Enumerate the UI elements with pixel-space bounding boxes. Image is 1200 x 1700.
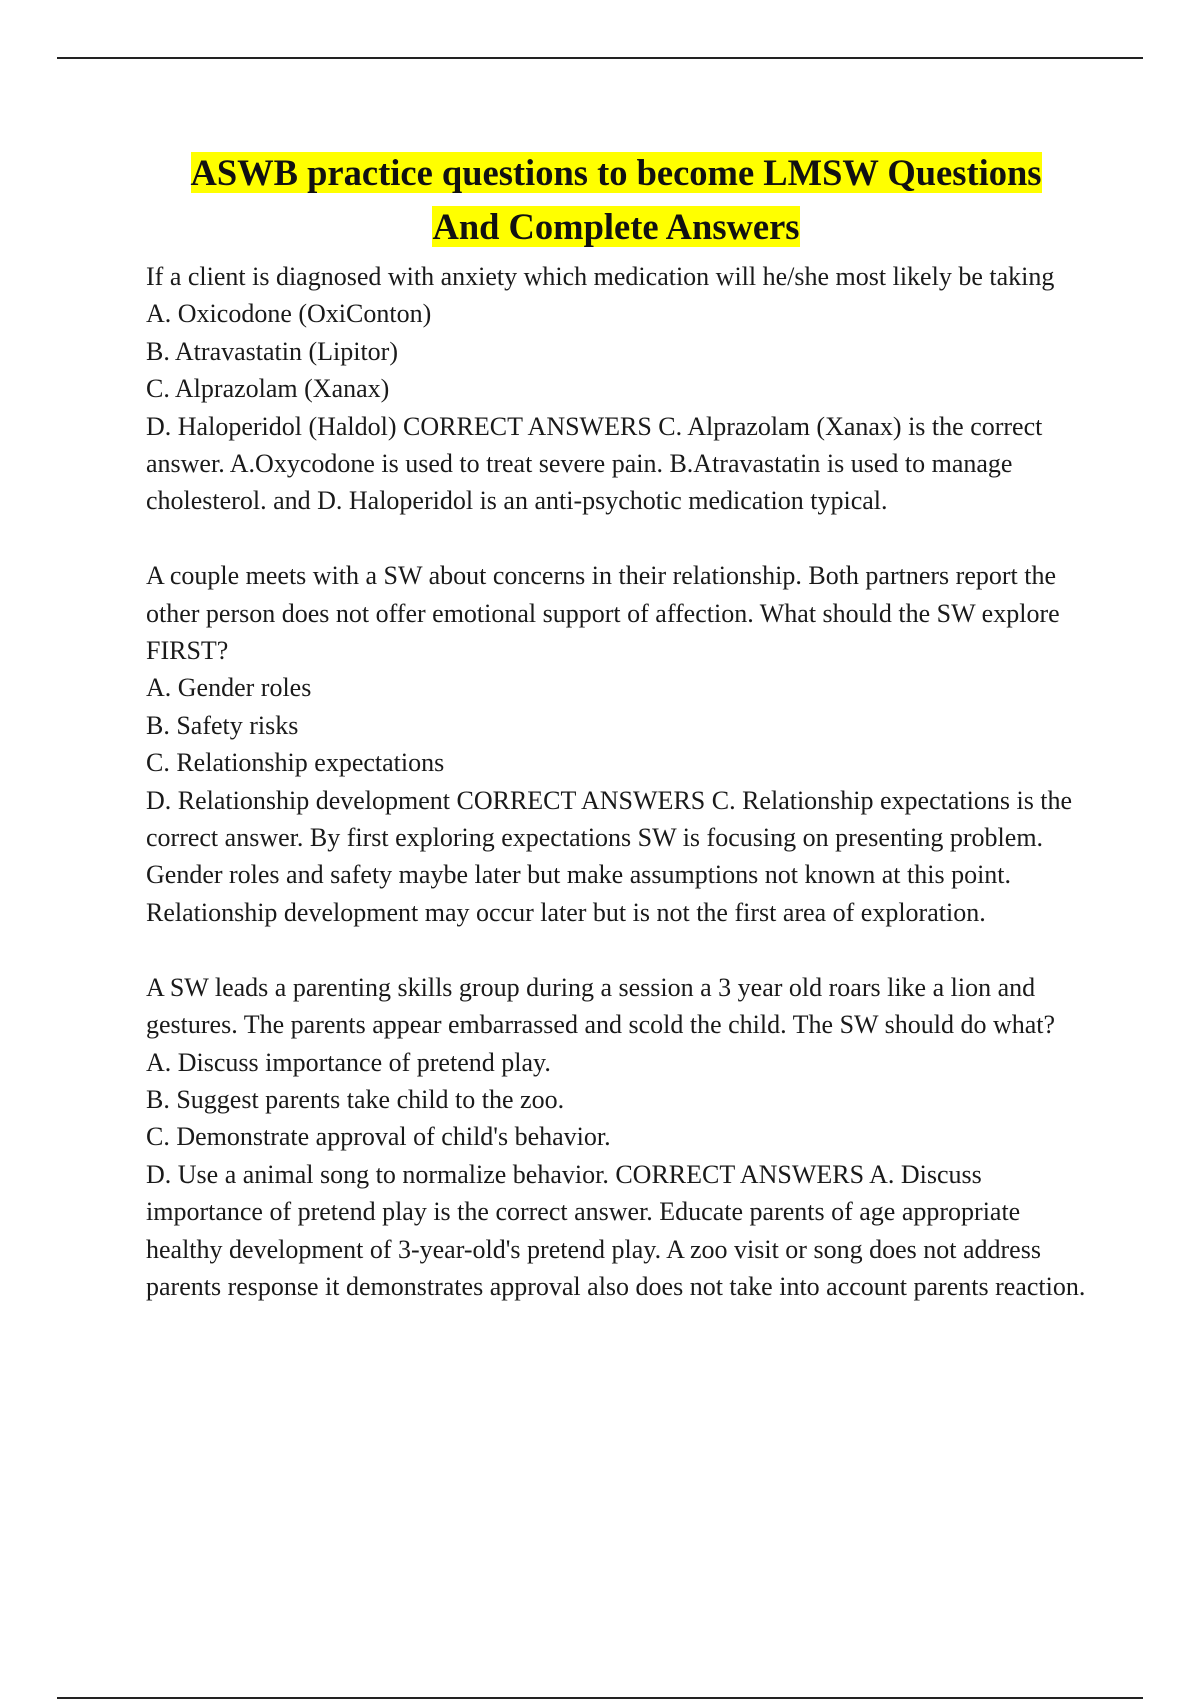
question-block-2 [146, 557, 1086, 931]
question-text: A couple meets with a SW about concerns in their relationship. Both partners report the other person does not offer emotional support of affection. What should the SW explore FIRST? [146, 561, 1060, 666]
document-title [146, 146, 1086, 254]
top-rule [57, 57, 1143, 59]
option-b: B. Suggest parents take child to the zoo. [146, 1084, 565, 1114]
document-body [146, 146, 1086, 1305]
option-a: A. Oxicodone (OxiConton) [146, 299, 432, 329]
option-a: A. Discuss importance of pretend play. [146, 1047, 551, 1077]
bottom-rule [57, 1697, 1143, 1699]
option-b: B. Atravastatin (Lipitor) [146, 336, 399, 366]
title-line-2: And Complete Answers [432, 206, 800, 247]
option-c: C. Relationship expectations [146, 748, 445, 778]
option-c: C. Demonstrate approval of child's behavior. [146, 1122, 611, 1152]
option-b: B. Safety risks [146, 710, 299, 740]
option-d-with-answer: D. Relationship development CORRECT ANSWERS C. Relationship expectations is the correct answer. By first exploring expectations SW is focusing on presenting problem. Gender roles and safety maybe later but make assumptions not known at this point. Relationship development may occur later but is not the first area of exploration. [146, 785, 1073, 927]
option-d-with-answer: D. Haloperidol (Haldol) CORRECT ANSWERS C. Alprazolam (Xanax) is the correct answer. A.Oxycodone is used to treat severe pain. B.Atravastatin is used to manage cholesterol. and D. Haloperidol is an anti-psychotic medication typical. [146, 411, 1043, 516]
option-c: C. Alprazolam (Xanax) [146, 374, 390, 404]
question-block-1 [146, 258, 1086, 520]
question-block-3 [146, 969, 1086, 1306]
option-d-with-answer: D. Use a animal song to normalize behavior. CORRECT ANSWERS A. Discuss importance of pretend play is the correct answer. Educate parents of age appropriate healthy development of 3-year-old's pretend play. A zoo visit or song does not address parents response it demonstrates approval also does not take into account parents reaction. [146, 1159, 1086, 1301]
option-a: A. Gender roles [146, 673, 312, 703]
question-text: If a client is diagnosed with anxiety which medication will he/she most likely be taking [146, 262, 1055, 291]
question-text: A SW leads a parenting skills group during a session a 3 year old roars like a lion and gestures. The parents appear embarrassed and scold the child. The SW should do what? [146, 972, 1056, 1040]
title-line-1: ASWB practice questions to become LMSW Questions [190, 152, 1042, 193]
